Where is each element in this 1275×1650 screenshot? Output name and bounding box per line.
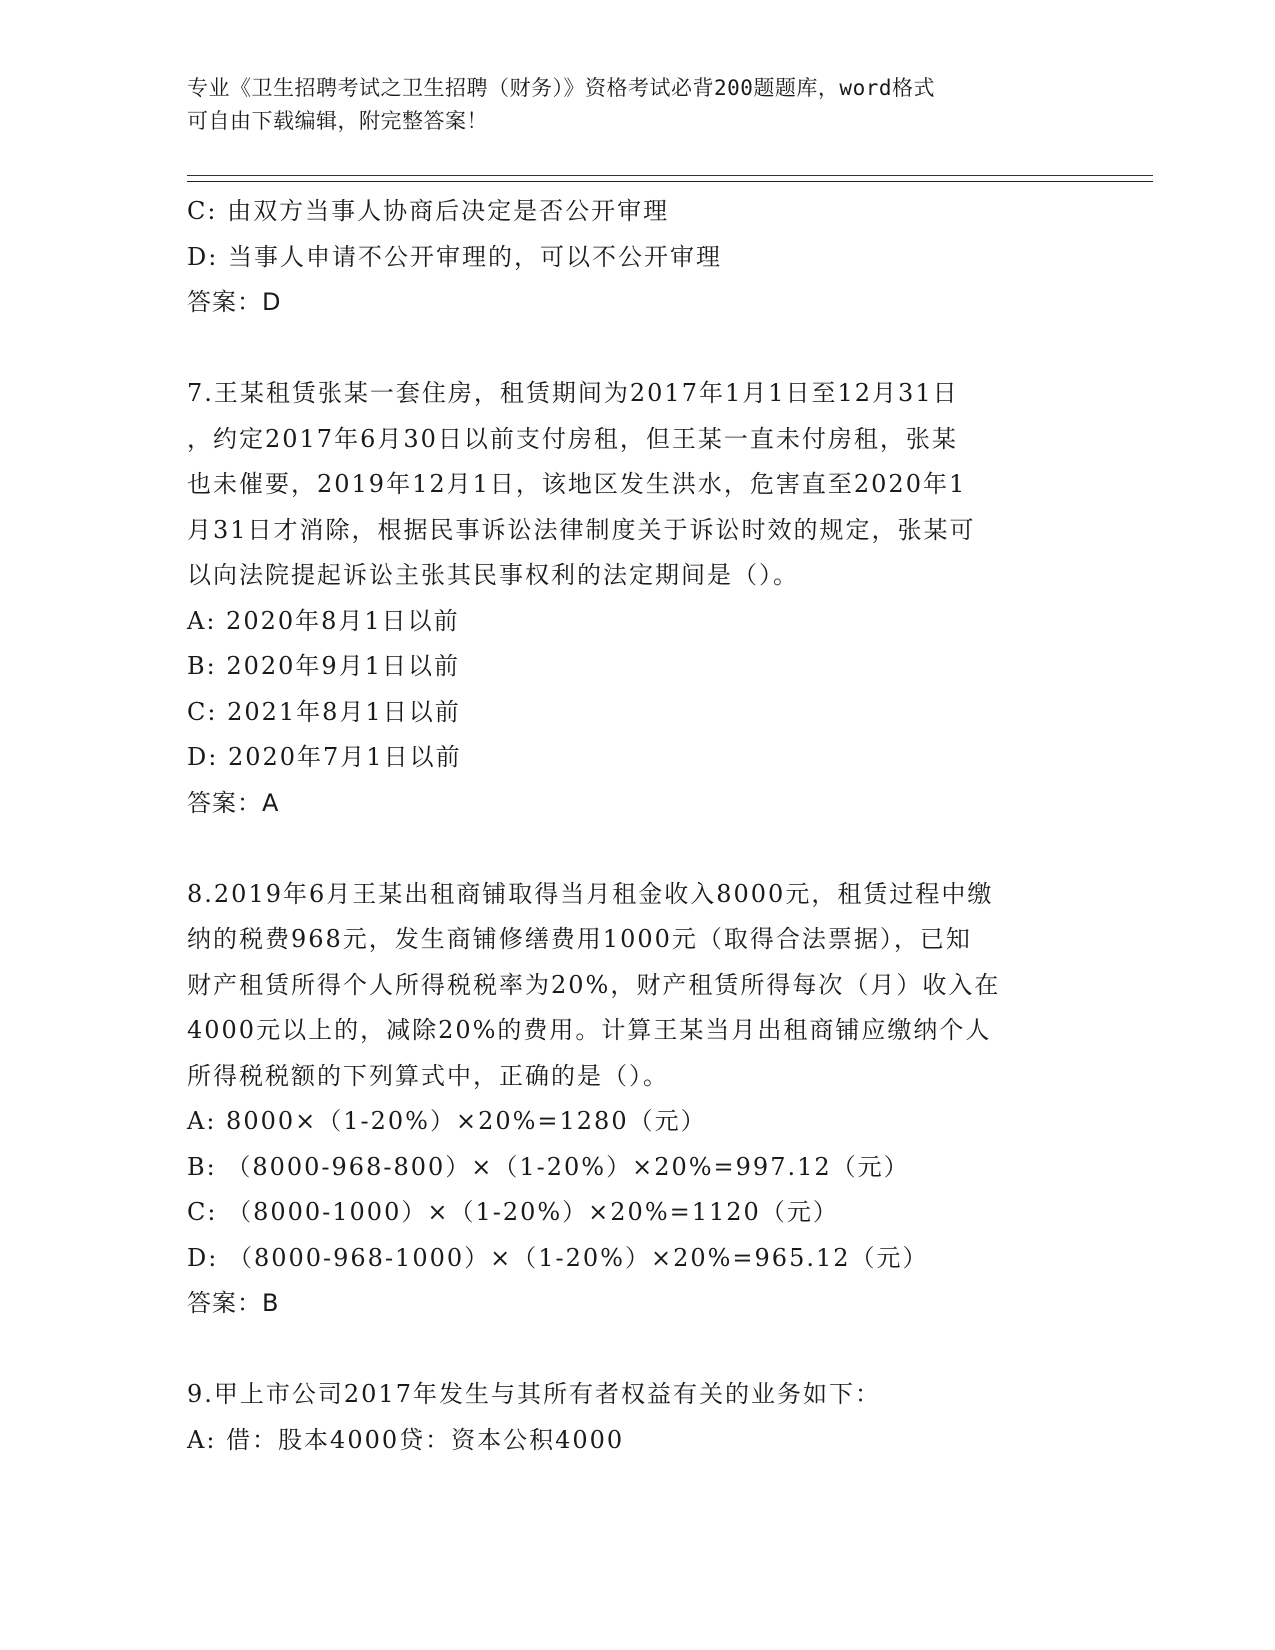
spacer (187, 1327, 1087, 1373)
q8-stem-line: 所得税税额的下列算式中，正确的是（）。 (187, 1061, 669, 1090)
q7-option-c: C: 2021年8月1日以前 (187, 697, 461, 726)
q7-stem-line: 7.王某租赁张某一套住房，租赁期间为2017年1月1日至12月31日 (187, 379, 959, 407)
q7-option-a: A: 2020年8月1日以前 (187, 606, 460, 635)
q8-option-d: D: （8000-968-1000）×（1-20%）×20%=965.12（元） (187, 1243, 929, 1272)
q8-answer: 答案：B (187, 1289, 280, 1317)
q8-option-b: B: （8000-968-800）×（1-20%）×20%=997.12（元） (187, 1152, 910, 1181)
q8-option-c: C: （8000-1000）×（1-20%）×20%=1120（元） (187, 1198, 839, 1226)
q6-option-c: C: 由双方当事人协商后决定是否公开审理 (187, 197, 670, 225)
spacer (187, 326, 1087, 372)
q9-stem-line: 9.甲上市公司2017年发生与其所有者权益有关的业务如下： (187, 1380, 881, 1408)
q7-stem-line: ，约定2017年6月30日以前支付房租，但王某一直未付房租，张某 (187, 424, 958, 453)
q7-stem-line: 月31日才消除，根据民事诉讼法律制度关于诉讼时效的规定，张某可 (187, 515, 976, 544)
q6-answer: 答案：D (187, 288, 282, 316)
header-divider-thin (187, 175, 1153, 176)
q7-option-b: B: 2020年9月1日以前 (187, 652, 460, 680)
q8-stem-line: 纳的税费968元，发生商铺修缮费用1000元（取得合法票据），已知 (187, 925, 972, 953)
spacer (187, 826, 1087, 872)
header-line-1: 专业《卫生招聘考试之卫生招聘（财务）》资格考试必背200题题库，word格式 (187, 76, 935, 100)
header-line-2: 可自由下载编辑，附完整答案！ (187, 109, 488, 133)
q7-stem-line: 以向法院提起诉讼主张其民事权利的法定期间是（）。 (187, 561, 799, 589)
q8-option-a: A: 8000×（1-20%）×20%=1280（元） (187, 1107, 707, 1135)
header-divider-thick (187, 181, 1153, 182)
q8-stem-line: 4000元以上的，减除20%的费用。计算王某当月出租商铺应缴纳个人 (187, 1016, 992, 1044)
q7-option-d: D: 2020年7月1日以前 (187, 743, 462, 771)
q8-stem-line: 财产租赁所得个人所得税税率为20%，财产租赁所得每次（月）收入在 (187, 970, 1001, 999)
q6-option-d: D: 当事人申请不公开审理的，可以不公开审理 (187, 242, 722, 271)
q8-stem-line: 8.2019年6月王某出租商铺取得当月租金收入8000元，租赁过程中缴 (187, 879, 994, 908)
q9-option-a: A: 借：股本4000贷：资本公积4000 (187, 1425, 625, 1454)
document-header (187, 72, 1087, 138)
q7-stem-line: 也未催要，2019年12月1日，该地区发生洪水，危害直至2020年1 (187, 470, 967, 498)
q7-answer: 答案：A (187, 788, 280, 817)
question-content (187, 189, 1087, 1463)
